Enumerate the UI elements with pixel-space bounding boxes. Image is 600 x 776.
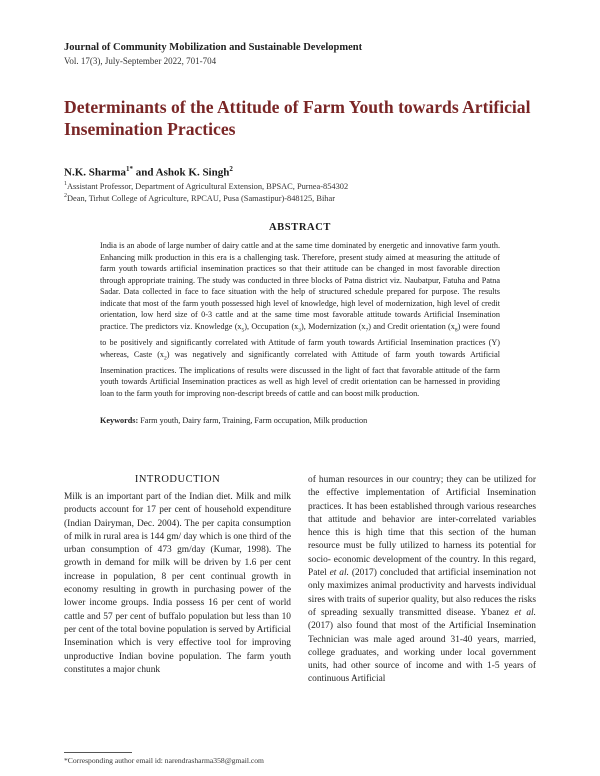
- abstract-text-2: ), Occupation (x: [244, 321, 299, 331]
- introduction-paragraph-left: Milk is an important part of the Indian diet. Milk and milk products account for 17 per cent of household expenditure (Indian Dairyman, Dec. 2004). The per capita consumption of milk in rural area is 144 gm/ day which is one third of the urban consumption of 473 gm/day (Kumar, 1998). The growth in demand for milk will be driven by 1.6 per cent increase in population, 8 per cent continual growth in economy resulting in growth in purchasing power of the lower income groups. India possess 16 per cent of world cattle and 57 per cent of buffalo population but less than 10 per cent of the total bovine population is served by Artificial Insemination which is very effective tool for improving unproductive Indian bovine population. The farm youth constitutes a major chunk: [64, 492, 291, 675]
- abstract-text-5: ) were found to be positively and significantly correlated with Attitude of farm youth towards Artificial Insemination practices (Y) whereas, Caste (x: [100, 321, 500, 359]
- abstract-text-3: ), Modernization (x: [301, 321, 366, 331]
- affiliation-2-num: 2: [64, 193, 67, 199]
- abstract-sub-5: 2: [164, 355, 167, 362]
- affiliation-1: [64, 181, 348, 191]
- abstract-body: [100, 240, 500, 399]
- abstract-text-6: ) was negatively and significantly correlated with Attitude of farm youth towards Artificial Insemination practices. The implications of results were discussed in the light of fact that favorable attitude of the farm youth towards Artificial Insemination practices as well as high level of credit orientation can be harnessed in providing loan to the farm youth for improving non-descript breeds of cattle and can boost milk production.: [100, 349, 500, 398]
- right-column: [308, 474, 536, 687]
- abstract-text-1: India is an abode of large number of dairy cattle and at the same time dominated by energetic and innovative farm youth. Enhancing milk production in this era is a challenging task. Therefore, present study aimed at measuring the attitude of farm youth towards artificial insemination practices so that their attitude can be changed in most favorable direction through appropriate training. The study was conducted in three blocks of Patna district viz. Naubatpur, Fatuha and Patna Sadar. Data collected in face to face situation with the help of structured schedule prepared for purpose. The results indicate that most of the farm youth possessed high level of knowledge, high level of modernization, high level of credit orientation, low herd size of 0-3 cattle and at the same time most favorable attitude towards Artificial Insemination practice. The predictors viz. Knowledge (x: [100, 241, 500, 331]
- intro-right-text-1: of human resources in our country; they can be utilized for the effective implementation of Artificial Insemination practices. It has been established through various researches that attitude and behavior are inter-correlated variables hence this is high time that this section of the human resource must be fully utilized to harness its potential for socio- economic development of the country. In this regard, Patel: [308, 475, 536, 579]
- introduction-heading: INTRODUCTION: [134, 474, 221, 485]
- keywords-text: Farm youth, Dairy farm, Training, Farm occupation, Milk production: [138, 416, 368, 425]
- abstract-sub-1: 5: [241, 327, 245, 334]
- abstract-text-4: ) and Credit orientation (x: [368, 321, 455, 331]
- affiliation-1-text: Assistant Professor, Department of Agricultural Extension, BPSAC, Purnea-854302: [67, 181, 349, 191]
- affiliation-2-text: Dean, Tirhut College of Agriculture, RPCAU, Pusa (Samastipur)-848125, Bihar: [67, 193, 335, 203]
- paper-title: Determinants of the Attitude of Farm Youth towards Artificial Insemination Practices: [64, 97, 531, 139]
- abstract-sub-4: 8: [454, 327, 458, 334]
- et-al-1: et al.: [329, 568, 349, 579]
- author-line: [64, 165, 233, 179]
- abstract-sub-3: 7: [365, 327, 369, 334]
- affiliation-1-num: 1: [64, 181, 67, 187]
- corresponding-author-footnote: *Corresponding author email id: narendrasharma358@gmail.com: [64, 756, 264, 765]
- footnote-rule: [64, 752, 132, 753]
- keywords: [100, 416, 500, 425]
- author-1-mark: 1*: [126, 165, 134, 173]
- abstract-heading: ABSTRACT: [269, 222, 331, 233]
- left-column: [64, 474, 291, 677]
- et-al-2: et al.: [514, 607, 536, 618]
- intro-right-text-2: (2017) concluded that artificial insemination not only maximizes animal productivity and harvests individual sires with traits of superior quality, but also reduces the risks of spreading sexually transmitted disease. Ybanez: [308, 568, 536, 618]
- introduction-paragraph-right: [308, 474, 536, 687]
- author-2: Ashok K. Singh: [155, 166, 230, 179]
- intro-right-text-3: (2017) also found that most of the Artificial Insemination Technician was male aged around 31-40 years, married, college graduates, and working under local government units, had other source of income and with 1-5 years of continuous Artificial: [308, 621, 536, 685]
- keywords-label: Keywords:: [100, 416, 139, 425]
- journal-volume: Vol. 17(3), July-September 2022, 701-704: [64, 56, 217, 66]
- journal-name: Journal of Community Mobilization and Sustainable Development: [64, 42, 363, 53]
- affiliation-2: [64, 193, 335, 203]
- author-conjunction: and: [133, 166, 156, 179]
- author-2-mark: 2: [229, 165, 233, 173]
- author-1: N.K. Sharma: [64, 166, 127, 179]
- abstract-sub-2: 3: [298, 327, 302, 334]
